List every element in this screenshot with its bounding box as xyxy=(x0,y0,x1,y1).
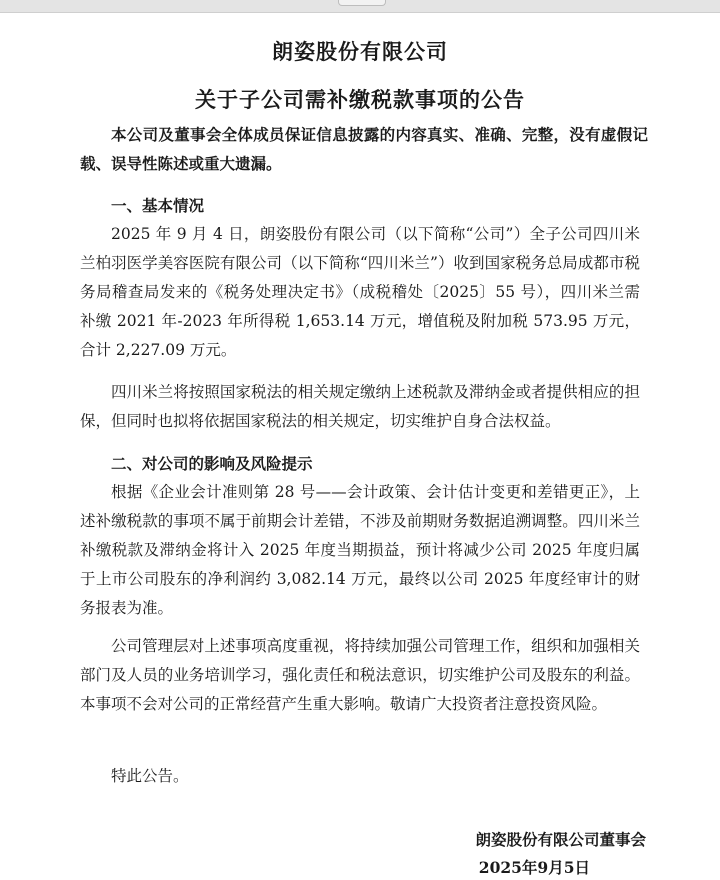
viewer-top-bar xyxy=(0,0,720,13)
company-title: 朗姿股份有限公司 xyxy=(272,39,448,64)
signature-date: 2025年9月5日 xyxy=(478,858,590,877)
signature-company: 朗姿股份有限公司董事会 xyxy=(475,830,646,849)
paragraph-impact-2: 公司管理层对上述事项高度重视，将持续加强公司管理工作，组织和加强相关部门及人员的业务培训学习，强化责任和税法意识，切实维护公司及股东的利益。本事项不会对公司的正常经营产生重大影响。敬请广大投资者注意投资风险。 xyxy=(80,637,640,713)
section-heading-impact-risk: 二、对公司的影响及风险提示 xyxy=(111,454,313,473)
paragraph-basic-info-1: 2025 年 9 月 4 日，朗姿股份有限公司（以下简称“公司”）全子公司四川米兰柏羽医学美容医院有限公司（以下简称“四川米兰”）收到国家税务总局成都市税务局稽查局发来的《税务处理决定书》（成税稽处〔2025〕55 号），四川米兰需补缴 2021 年-2023 年所得税 1,653.14 万元，增值税及附加税 573.95 万元，合计 2,227.09 万元。 xyxy=(80,225,640,359)
section-heading-basic-info: 一、基本情况 xyxy=(111,196,205,215)
board-declaration: 本公司及董事会全体成员保证信息披露的内容真实、准确、完整，没有虚假记载、误导性陈述或重大遗漏。 xyxy=(80,125,648,173)
viewer-pull-tab[interactable] xyxy=(338,0,386,6)
closing-statement: 特此公告。 xyxy=(111,767,189,785)
paragraph-impact-1: 根据《企业会计准则第 28 号——会计政策、会计估计变更和差错更正》，上述补缴税款的事项不属于前期会计差错，不涉及前期财务数据追溯调整。四川米兰补缴税款及滞纳金将计入 2025 年度当期损益，预计将减少公司 2025 年度归属于上市公司股东的净利润约 3,082.14 万元，最终以公司 2025 年度经审计的财务报表为准。 xyxy=(80,483,640,617)
announcement-title: 关于子公司需补缴税款事项的公告 xyxy=(195,87,525,112)
paragraph-basic-info-2: 四川米兰将按照国家税法的相关规定缴纳上述税款及滞纳金或者提供相应的担保，但同时也拟将依据国家税法的相关规定，切实维护自身合法权益。 xyxy=(80,383,640,430)
